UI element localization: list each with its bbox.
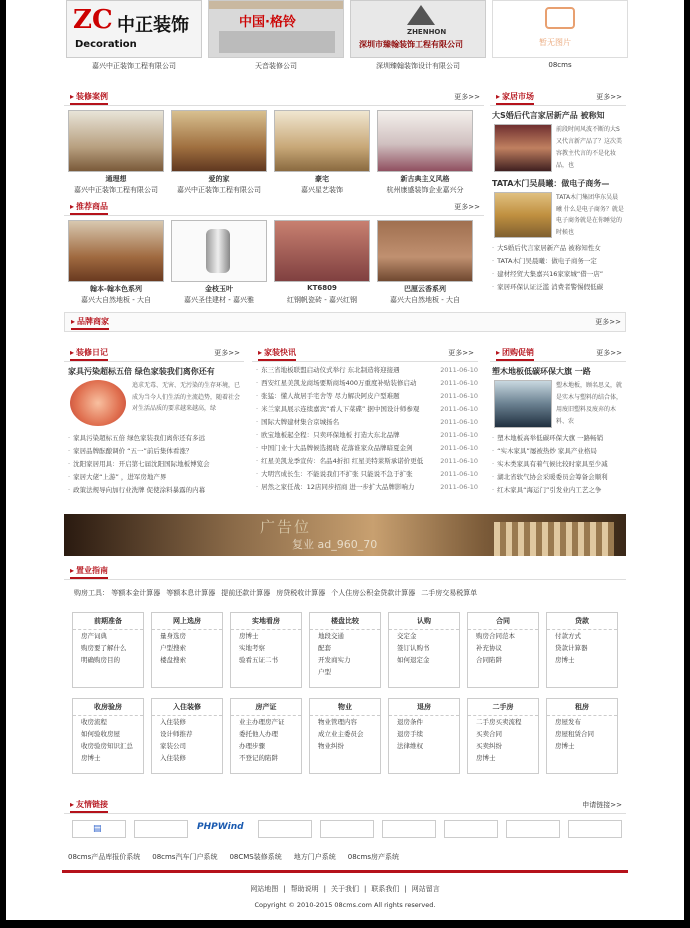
cases-more-link[interactable]: 更多>> <box>454 93 480 101</box>
friend-link[interactable]: 地方门户系统 <box>293 853 336 861</box>
guide-box <box>309 698 381 774</box>
brand-merchants-title: ▸ 品牌商家 <box>71 316 109 330</box>
friend-link[interactable]: 08CMS装修系统 <box>229 853 282 861</box>
guide-box-title[interactable]: 二手房 <box>468 699 538 716</box>
group-featured-title[interactable]: 塑木地板低碳环保大旗 一路 <box>492 367 591 376</box>
guide-box-link[interactable]: 入住装修 <box>160 754 186 762</box>
news-item-title[interactable]: 居然之家任战：12店同步招商 进一步扩大品牌影响力 <box>261 483 415 491</box>
guide-box-link[interactable]: 配套 <box>318 644 331 652</box>
case-company[interactable]: 嘉兴中正装饰工程有限公司 <box>74 186 158 194</box>
news-item-date: 2011-06-10 <box>440 405 478 413</box>
case-company[interactable]: 嘉兴星艺装饰 <box>301 186 343 194</box>
guide-box-link[interactable]: 家装公司 <box>160 742 186 750</box>
guide-box-link[interactable]: 退房手续 <box>397 730 423 738</box>
brand-logo-text: 中国·格铃 <box>239 15 296 30</box>
guide-box-link[interactable]: 地段交通 <box>318 632 344 640</box>
news-item-title[interactable]: 张猛：懂人故居手宅舍等 尽力解决阿皮户型难题 <box>261 392 400 400</box>
guide-box-link[interactable]: 买卖合同 <box>476 730 502 738</box>
case-company[interactable]: 杭州康盛装饰企业嘉兴分 <box>386 186 464 194</box>
guide-box <box>230 698 302 774</box>
diary-featured-text: 追求无毒、无害、无污染的生存环境，已成为当今人们生活的主流趋势，随着社会对生活品质的要求越来越高，绿 <box>132 382 241 412</box>
ad-label: 广告位 <box>260 518 312 536</box>
cases-title: ▸ 装修案例 <box>70 91 108 105</box>
guide-box-link[interactable]: 验看五证二书 <box>239 656 278 664</box>
footer-nav <box>62 884 628 894</box>
news-item-date: 2011-06-10 <box>440 457 478 465</box>
product-image[interactable] <box>68 220 164 282</box>
brand-name[interactable]: 深圳臻翰装饰设计有限公司 <box>376 62 460 70</box>
guide-box-link[interactable]: 房屋发布 <box>555 718 581 726</box>
guide-box-link[interactable]: 补充协议 <box>476 644 502 652</box>
market-featured-1-text: 前段时间风波不断的大S又代言新产品了？这次美容教主代言的不是化妆品，也 <box>556 126 623 169</box>
brand-logo-3[interactable] <box>350 0 486 58</box>
guide-box-link[interactable]: 二手房买卖流程 <box>476 718 522 726</box>
market-title: ▸ 家居市场 <box>496 91 534 105</box>
guide-box-title[interactable]: 租房 <box>547 699 617 716</box>
guide-box <box>230 612 302 688</box>
list-item[interactable]: · 红木家具“海运门”引发业内工艺之争 <box>492 484 626 497</box>
market-featured-1-title[interactable]: 大S婚后代言家居新产品 被称知 <box>492 111 605 120</box>
guide-box-title[interactable]: 认购 <box>389 613 459 630</box>
guide-box <box>546 698 618 774</box>
guide-box-link[interactable]: 业主办理房产证 <box>239 718 285 726</box>
footer-link[interactable]: 帮助说明 <box>290 885 319 893</box>
links-title: ▸ 友情链接 <box>70 799 108 813</box>
list-item[interactable]: · 塑木地板高举低碳环保大旗 一路畅销 <box>492 432 626 445</box>
diary-header <box>64 344 244 362</box>
guide-box <box>151 612 223 688</box>
product-title[interactable]: 金枝玉叶 <box>205 285 233 293</box>
guide-box-link[interactable]: 房博士 <box>81 754 101 762</box>
link-logo[interactable] <box>320 820 374 838</box>
news-item-date: 2011-06-10 <box>440 379 478 387</box>
news-item-date: 2011-06-10 <box>440 470 478 478</box>
guide-box-title[interactable]: 网上选房 <box>152 613 222 630</box>
products-header <box>64 198 484 216</box>
guide-box <box>546 612 618 688</box>
case-company[interactable]: 嘉兴中正装饰工程有限公司 <box>177 186 261 194</box>
footer-separator: | <box>323 885 326 893</box>
list-item[interactable]: · 家居大佬“上游” ，进军房地产界 <box>68 471 244 484</box>
list-item[interactable]: · 家具污染超标五倍 绿色家装我们离你还有多远 <box>68 432 244 445</box>
group-title: ▸ 团购促销 <box>496 347 534 361</box>
friend-link[interactable]: 08cms房产系统 <box>347 853 399 861</box>
list-item[interactable]: · 政策法规导向加行业洗牌 促使涂料暴露的内幕 <box>68 484 244 497</box>
footer-link[interactable]: 联系我们 <box>371 885 400 893</box>
guide-box-link[interactable]: 房博士 <box>555 742 575 750</box>
news-item-date: 2011-06-10 <box>440 431 478 439</box>
market-more-link[interactable]: 更多>> <box>596 93 622 101</box>
market-header <box>490 88 626 106</box>
market-featured-2-image[interactable] <box>494 192 552 238</box>
brand-merchants-more-link[interactable]: 更多>> <box>595 318 621 326</box>
brand-name[interactable]: 嘉兴中正装饰工程有限公司 <box>92 62 176 70</box>
news-item-date: 2011-06-10 <box>440 392 478 400</box>
brand-logo-4[interactable] <box>492 0 628 58</box>
link-text-row <box>68 852 624 862</box>
news-item[interactable] <box>256 403 478 416</box>
news-item[interactable] <box>256 442 478 455</box>
guide-box-link[interactable]: 户型 <box>318 668 331 676</box>
guide-box-link[interactable]: 法律维权 <box>397 742 423 750</box>
guide-box-link[interactable]: 入住装修 <box>160 718 186 726</box>
guide-box-link[interactable]: 购房要了解什么 <box>81 644 127 652</box>
list-item[interactable]: · 沈阳家居用具：开启第七届沈阳国际地板博览会 <box>68 458 244 471</box>
guide-tool-link[interactable]: 提前还款计算器 <box>221 589 271 597</box>
market-featured-1-image[interactable] <box>494 124 552 172</box>
ad-banner[interactable] <box>64 514 626 556</box>
list-item[interactable]: · 实木类家具有着气候比较时家具至少减 <box>492 458 626 471</box>
home-icon <box>545 7 575 29</box>
cases-header <box>64 88 484 106</box>
guide-box-link[interactable]: 房产词典 <box>81 632 107 640</box>
guide-box <box>72 698 144 774</box>
market-list <box>492 242 626 294</box>
news-item-title[interactable]: 国际大牌建材集合京城扬名 <box>261 418 340 426</box>
product-title[interactable]: 巴厘云香系列 <box>404 285 446 293</box>
news-item[interactable] <box>256 468 478 481</box>
diary-list <box>68 432 244 497</box>
product-image[interactable] <box>274 220 370 282</box>
link-logo[interactable] <box>444 820 498 838</box>
brand-logo-text: 深圳市臻翰装饰工程有限公司 <box>359 40 463 49</box>
news-list <box>256 364 478 494</box>
list-item[interactable]: · TATA木门吴晨曦：做电子商务一定 <box>492 255 626 268</box>
list-item[interactable]: · “实木家具”屡被热炒 家具产业格局 <box>492 445 626 458</box>
news-item-date: 2011-06-10 <box>440 444 478 452</box>
guide-box-title[interactable]: 楼盘比较 <box>310 613 380 630</box>
guide-box <box>151 698 223 774</box>
products-title: ▸ 推荐商品 <box>70 201 108 215</box>
guide-box-title[interactable]: 入住装修 <box>152 699 222 716</box>
guide-box-title[interactable]: 实地看房 <box>231 613 301 630</box>
guide-box-link[interactable]: 房屋租赁合同 <box>555 730 594 738</box>
product-company[interactable]: 嘉兴大自然地板 - 大自 <box>390 296 460 304</box>
link-logo[interactable] <box>258 820 312 838</box>
ad-size: 复业 ad_960_70 <box>292 538 378 551</box>
footer-link[interactable]: 网站留言 <box>411 885 440 893</box>
news-item[interactable] <box>256 481 478 494</box>
link-logo[interactable] <box>382 820 436 838</box>
footer-copyright: Copyright © 2010-2015 08cms.com All rights reserved. <box>254 901 436 909</box>
case-title[interactable]: 豪宅 <box>315 175 329 183</box>
list-item[interactable]: · 家居环保认证泛滥 消费者警惕假低碳 <box>492 281 626 294</box>
guide-box-link[interactable]: 房博士 <box>476 754 496 762</box>
news-item-title[interactable]: 米兰家具展示连续嘉宾“看人下菜碟” 据中国设计师参观 <box>261 405 420 413</box>
product-image[interactable] <box>377 220 473 282</box>
guide-box-link[interactable]: 委托他人办理 <box>239 730 278 738</box>
diary-featured-title[interactable]: 家具污染超标五倍 绿色家装我们离你还有 <box>68 367 215 376</box>
link-logo[interactable] <box>196 820 250 838</box>
guide-box-link[interactable]: 物业管理内容 <box>318 718 357 726</box>
guide-box-link[interactable]: 量身选房 <box>160 632 186 640</box>
case-title[interactable]: 爱的家 <box>208 175 230 183</box>
guide-header <box>64 562 626 580</box>
guide-box-link[interactable]: 开发商实力 <box>318 656 351 664</box>
product-title[interactable]: KT6809 <box>307 284 337 292</box>
guide-tool-link[interactable]: 个人住房公积金贷款计算器 <box>331 589 416 597</box>
guide-tool-link[interactable]: 等额本金计算器 <box>111 589 161 597</box>
links-more-link[interactable]: 申请链接>> <box>582 801 622 809</box>
guide-box <box>72 612 144 688</box>
guide-box-link[interactable]: 设计师推荐 <box>160 730 193 738</box>
guide-box <box>309 612 381 688</box>
guide-box-link[interactable]: 付款方式 <box>555 632 581 640</box>
no-image-label: 暂无图片 <box>539 38 571 47</box>
list-item[interactable]: · 建材经贸大集嘉兴16家家城“借一店” <box>492 268 626 281</box>
diary-title: ▸ 装修日记 <box>70 347 108 361</box>
brand-logo-2[interactable] <box>208 0 344 58</box>
case-title[interactable]: 新古典主义风格 <box>400 175 450 183</box>
news-item-date: 2011-06-10 <box>440 366 478 374</box>
news-item[interactable] <box>256 377 478 390</box>
guide-box-link[interactable]: 收房验房知识汇总 <box>81 742 133 750</box>
case-image[interactable] <box>377 110 473 172</box>
case-image[interactable] <box>171 110 267 172</box>
product-image[interactable] <box>171 220 267 282</box>
guide-box-link[interactable]: 收房流程 <box>81 718 107 726</box>
guide-box-title[interactable]: 房产证 <box>231 699 301 716</box>
link-logo[interactable]: ▤ <box>72 820 126 838</box>
guide-box-link[interactable]: 实地考察 <box>239 644 265 652</box>
list-item[interactable]: · 大S婚后代言家居新产品 被称知性女 <box>492 242 626 255</box>
guide-tools <box>74 588 624 598</box>
group-list <box>492 432 626 497</box>
news-item-title[interactable]: 大明宫成长生：不能说我们不扩张 只能说不急于扩张 <box>261 470 413 478</box>
guide-box-title[interactable]: 物业 <box>310 699 380 716</box>
product-company[interactable]: 嘉兴圣佳建材 - 嘉兴雅 <box>184 296 254 304</box>
news-more-link[interactable]: 更多>> <box>448 349 474 357</box>
guide-box-link[interactable]: 办理步骤 <box>239 742 265 750</box>
guide-box-link[interactable]: 贷款计算器 <box>555 644 588 652</box>
link-logo[interactable] <box>568 820 622 838</box>
phpwind-logo: PHPWind <box>197 822 244 832</box>
news-item-date: 2011-06-10 <box>440 483 478 491</box>
guide-box-link[interactable]: 物业纠纷 <box>318 742 344 750</box>
guide-box-link[interactable]: 退房条件 <box>397 718 423 726</box>
diary-more-link[interactable]: 更多>> <box>214 349 240 357</box>
guide-box-title[interactable]: 收房验房 <box>73 699 143 716</box>
footer-separator: | <box>283 885 286 893</box>
guide-box-title[interactable]: 前期准备 <box>73 613 143 630</box>
group-more-link[interactable]: 更多>> <box>596 349 622 357</box>
news-title: ▸ 家装快讯 <box>258 347 296 361</box>
list-item[interactable]: · 湖北省软气协会采暖委员会筹备会顺利 <box>492 471 626 484</box>
guide-box-link[interactable]: 不登记的陷阱 <box>239 754 278 762</box>
guide-tool-link[interactable]: 二手房交易税算单 <box>421 589 478 597</box>
news-item-title[interactable]: 欧宝地板起全程：只卖环保地板 打造大东北品牌 <box>261 431 400 439</box>
news-item[interactable] <box>256 455 478 468</box>
links-header <box>64 796 626 814</box>
group-header <box>490 344 626 362</box>
news-item-title[interactable]: 西安红星美凯龙商场要斯商场400万重度补贴装修启动 <box>261 379 417 387</box>
guide-box-link[interactable]: 房博士 <box>555 656 575 664</box>
market-featured-2-title[interactable]: TATA木门吴晨曦：做电子商务— <box>492 179 610 188</box>
news-item[interactable] <box>256 390 478 403</box>
guide-box <box>467 612 539 688</box>
guide-tool-link[interactable]: 等额本息计算器 <box>166 589 216 597</box>
product-title[interactable]: 翰本-翰本色系列 <box>90 285 142 293</box>
case-image[interactable] <box>274 110 370 172</box>
guide-box <box>388 612 460 688</box>
news-header <box>252 344 478 362</box>
case-title[interactable]: 通理想 <box>105 175 127 183</box>
brand-logo-1[interactable]: ZC 中正装饰 Decoration <box>66 0 202 58</box>
guide-box-link[interactable]: 户型搜索 <box>160 644 186 652</box>
case-image[interactable] <box>68 110 164 172</box>
guide-box-title[interactable]: 贷款 <box>547 613 617 630</box>
link-logo[interactable] <box>134 820 188 838</box>
footer-divider <box>62 870 628 873</box>
brand-logo-sub: Decoration <box>75 39 137 50</box>
guide-box-link[interactable]: 成立业主委员会 <box>318 730 364 738</box>
brand-logo-sub: ZHENHON <box>407 28 447 36</box>
guide-box <box>388 698 460 774</box>
link-logo[interactable] <box>506 820 560 838</box>
guide-box-link[interactable]: 楼盘搜索 <box>160 656 186 664</box>
brand-name[interactable]: 08cms <box>548 61 572 69</box>
list-item[interactable]: · 家居品牌酝酿调价 “五一”前后集体看涨？ <box>68 445 244 458</box>
news-item[interactable] <box>256 416 478 429</box>
friend-link[interactable]: 08cms汽车门户系统 <box>152 853 218 861</box>
page-content <box>62 0 628 920</box>
guide-box-link[interactable]: 买卖纠纷 <box>476 742 502 750</box>
guide-box-link[interactable]: 购房合同范本 <box>476 632 515 640</box>
guide-box-link[interactable]: 如何退定金 <box>397 656 430 664</box>
brand-logo-text: 中正装饰 <box>117 15 189 36</box>
group-featured-text: 塑木地板，顾名思义，就是实木与塑料的结合体，用废旧塑料及废弃的木料、农 <box>556 382 623 425</box>
guide-box-link[interactable]: 明确购房目的 <box>81 656 120 664</box>
news-item-title[interactable]: 中国门业十大品牌候选揭晓 花落谁家众品牌暗夏金剑 <box>261 444 413 452</box>
products-more-link[interactable]: 更多>> <box>454 203 480 211</box>
guide-box-link[interactable]: 如何验收房屋 <box>81 730 120 738</box>
guide-box <box>467 698 539 774</box>
footer-separator: | <box>364 885 367 893</box>
guide-box-link[interactable]: 交定金 <box>397 632 417 640</box>
guide-box-link[interactable]: 房博士 <box>239 632 259 640</box>
guide-tools-label: 购房工具： <box>74 589 109 597</box>
group-featured-image[interactable] <box>494 380 552 428</box>
product-company[interactable]: 嘉兴大自然地板 - 大自 <box>81 296 151 304</box>
news-item[interactable] <box>256 429 478 442</box>
footer-link[interactable]: 关于我们 <box>331 885 359 893</box>
news-item-title[interactable]: 红星美凯龙季宣传：名品4折扣 红星美特莱斯承诺价更低 <box>261 457 424 465</box>
guide-box-title[interactable]: 合同 <box>468 613 538 630</box>
news-item-date: 2011-06-10 <box>440 418 478 426</box>
footer-separator: | <box>404 885 407 893</box>
guide-title: ▸ 置业指南 <box>70 565 108 579</box>
friend-link[interactable]: 08cms产品库报价系统 <box>68 853 141 861</box>
market-featured-2-text: TATA木门集团华东吴晨曦 什么是电子商务？就是电子商务就是在你睡觉的时候也 <box>556 194 624 236</box>
brand-name[interactable]: 天音装修公司 <box>255 62 297 70</box>
diary-featured-image[interactable] <box>70 380 126 426</box>
news-item-title[interactable]: 东三省地板联盟启动仪式举行 东北制造将迎接遇 <box>261 366 400 374</box>
brand-merchants-header <box>64 312 626 332</box>
footer-link[interactable]: 网站地图 <box>250 885 279 893</box>
news-item[interactable] <box>256 364 478 377</box>
guide-box-title[interactable]: 退房 <box>389 699 459 716</box>
guide-box-link[interactable]: 签订认购书 <box>397 644 430 652</box>
product-company[interactable]: 红钢帆瓷砖 - 嘉兴红钢 <box>287 296 357 304</box>
guide-box-link[interactable]: 合同陷阱 <box>476 656 502 664</box>
guide-tool-link[interactable]: 房贷税收计算器 <box>276 589 326 597</box>
